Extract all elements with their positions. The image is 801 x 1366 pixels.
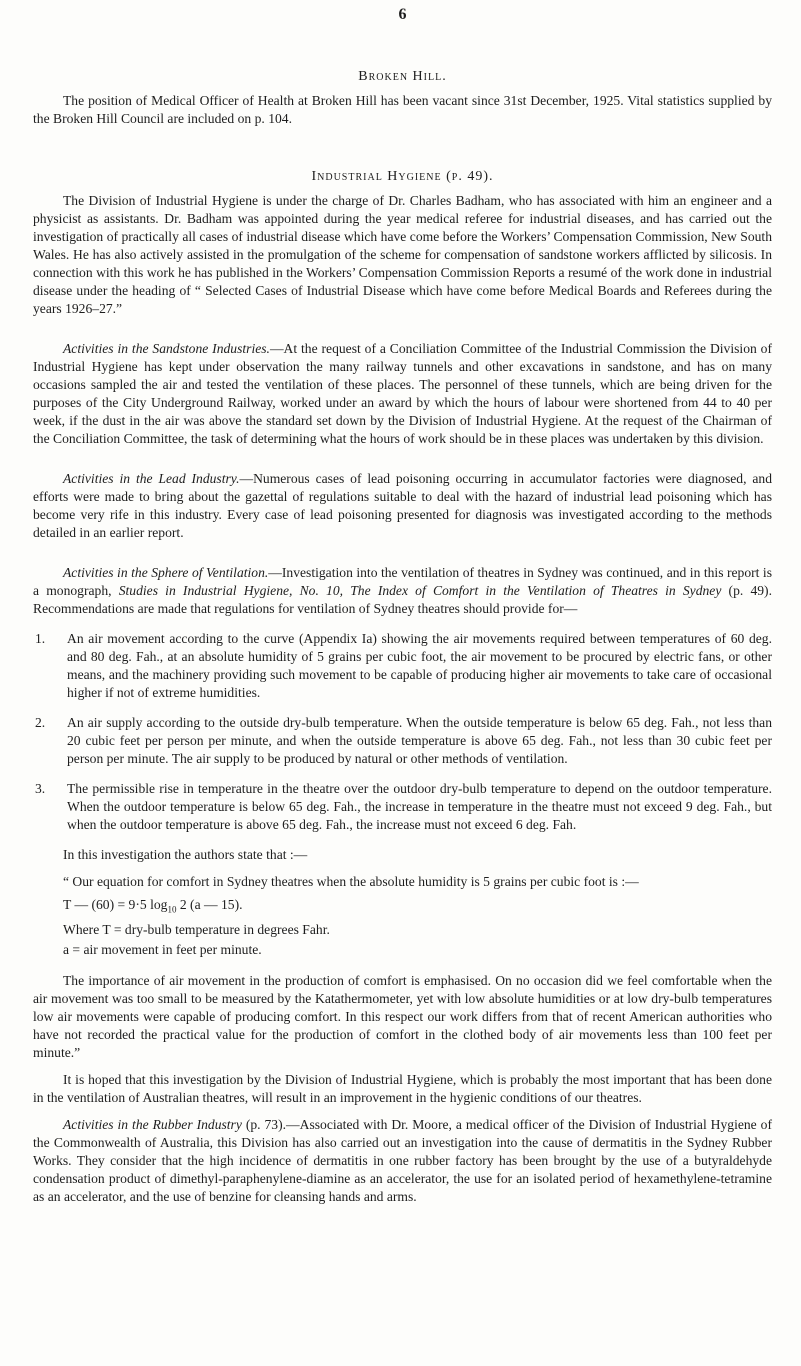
where-a: a = air movement in feet per minute. xyxy=(63,941,262,957)
lead-paragraph xyxy=(33,470,772,542)
recommendation-text: An air movement according to the curve (Appendix Ia) showing the air movements required between temperatures of 60 deg. and 80 deg. Fah., at an absolute humidity of 5 grains per cubic foot, the air movement to be procured by electric fans, or other means, and the machinery providing such movement to be capable of producing higher air movements to take care of occasional higher if not of extreme humidities. xyxy=(67,631,772,700)
recommendation-item xyxy=(33,714,772,768)
page-number: 6 xyxy=(398,6,407,23)
ventilation-body-1: —Investigation into the ventilation of theatres in Sydney was continued, and in this report is a monograph, xyxy=(33,565,772,598)
sandstone-title: Activities in the Sandstone Industries. xyxy=(63,341,270,356)
recommendation-text: The permissible rise in temperature in the theatre over the outdoor dry-bulb temperature to depend on the outdoor temperature. When the outdoor temperature is below 65 deg. Fah., the increase in temperature in the theatre must not exceed 9 deg. Fah., but when the outdoor temperature is above 65 deg. Fah., the increase must not exceed 6 deg. Fah. xyxy=(67,781,772,832)
broken-hill-paragraph: The position of Medical Officer of Health at Broken Hill has been vacant since 31st December, 1925. Vital statistics supplied by the Broken Hill Council are included on p. 104. xyxy=(33,93,772,126)
recommendation-number: 1. xyxy=(35,631,46,646)
formula-subscript: 10 xyxy=(167,904,177,915)
rubber-body: (p. 73).—Associated with Dr. Moore, a medical officer of the Division of Industrial Hygiene of the Commonwealth of Australia, this Division has also carried out an investigation into the cause of dermatitis in the Sydney Rubber Works. They consider that the high incidence of dermatitis in one rubber factory has been brought by the use of a butyraldehyde condensation product of dimethyl-paraphenylene-diamine as an accelerator, the use for an isolated period of hexamethylene-tetramine as an accelerator, and the use of benzine for cleansing hands and arms. xyxy=(33,1116,772,1204)
ventilation-paragraph xyxy=(33,564,772,618)
where-t: Where T = dry-bulb temperature in degrees Fahr. xyxy=(63,921,330,937)
recommendation-item xyxy=(33,780,772,834)
formula-part-a: T — (60) = 9·5 log xyxy=(63,897,168,912)
broken-hill-heading: Broken Hill. xyxy=(358,69,447,84)
quote-intro: “ Our equation for comfort in Sydney theatres when the absolute humidity is 5 grains per cubic foot is :— xyxy=(63,874,639,889)
recommendation-number: 3. xyxy=(35,781,46,796)
recommendation-item xyxy=(33,630,772,702)
recommendation-number: 2. xyxy=(35,715,46,730)
comfort-equation xyxy=(33,895,772,920)
monograph-reference: Studies in Industrial Hygiene, No. 10, The Index of Comfort in the Ventilation of Theatres in Sydney xyxy=(118,583,722,598)
importance-paragraph: The importance of air movement in the production of comfort is emphasised. On no occasion did we feel comfortable when the air movement was too small to be measured by the Katathermometer, yet with low absolute humidities or at low dry-bulb temperatures low air movements were capable of producing comfort. In this respect our work differs from that of recent American authorities who have not recorded the practical value for the production of comfort in the clothed body of air movements less than 100 feet per minute.” xyxy=(33,972,772,1060)
formula-part-b: 2 (a — 15). xyxy=(176,897,243,912)
sandstone-paragraph xyxy=(33,340,772,448)
recommendation-text: An air supply according to the outside dry-bulb temperature. When the outside temperature is below 65 deg. Fah., not less than 20 cubic feet per person per minute, and when the outside temperature is above 65 deg. Fah., not less than 30 cubic feet per person per minute. The air supply to be produced by natural or other methods of ventilation. xyxy=(67,715,772,766)
industrial-hygiene-section xyxy=(33,168,772,1206)
hoped-paragraph: It is hoped that this investigation by the Division of Industrial Hygiene, which is probably the most important that has been done in the ventilation of Australian theatres, will result in an improvement in the hygienic conditions of our theatres. xyxy=(33,1071,772,1105)
lead-body: —Numerous cases of lead poisoning occurring in accumulator factories were diagnosed, and efforts were made to bring about the gazettal of regulations suitable to deal with the hazard of industrial lead poisoning which has become very rife in this industry. Every case of lead poisoning presented for diagnosis was investigated according to the methods detailed in an earlier report. xyxy=(33,471,772,540)
broken-hill-section xyxy=(33,68,772,128)
rubber-title: Activities in the Rubber Industry xyxy=(63,1116,242,1132)
lead-title: Activities in the Lead Industry. xyxy=(63,471,240,486)
sandstone-body: —At the request of a Conciliation Committee of the Industrial Commission the Division of Industrial Hygiene has kept under observation the many railway tunnels and other excavations in sandstone, and has on many occasions sampled the air and tested the ventilation of these places. The personnel of these tunnels, which are being driven for the purposes of the City Underground Railway, worked under an award by which the hours of labour were shortened from 44 to 40 per week, if the dust in the air was above the standard set down by the Division of Industrial Hygiene. At the request of the Chairman of the Conciliation Committee, the task of determining what the hours of work should be in these places was undertaken by this division. xyxy=(33,341,772,446)
division-paragraph: The Division of Industrial Hygiene is under the charge of Dr. Charles Badham, who has associated with him an engineer and a physicist as assistants. Dr. Badham was appointed during the year medical referee for industrial diseases, and has carried out the investigation of practically all cases of industrial disease which have come before the Workers’ Compensation Commission, New South Wales. He has also actively assisted in the promulgation of the scheme for compensation of sandstone workers afflicted by silicosis. In connection with this work he has published in the Workers’ Compensation Commission Reports a resumé of the work done in industrial disease under the heading of “ Selected Cases of Industrial Disease which have come before Medical Boards and Referees during the years 1926–27.” xyxy=(33,193,772,316)
ventilation-body-2: (p. 49). Recommendations are made that regulations for ventilation of Sydney theatres should provide for— xyxy=(33,583,772,616)
industrial-hygiene-heading: Industrial Hygiene (p. 49). xyxy=(311,169,494,184)
authors-intro: In this investigation the authors state that :— xyxy=(63,847,308,862)
recommendations-list xyxy=(33,630,772,834)
ventilation-title: Activities in the Sphere of Ventilation. xyxy=(63,565,269,580)
rubber-paragraph xyxy=(33,1116,772,1206)
